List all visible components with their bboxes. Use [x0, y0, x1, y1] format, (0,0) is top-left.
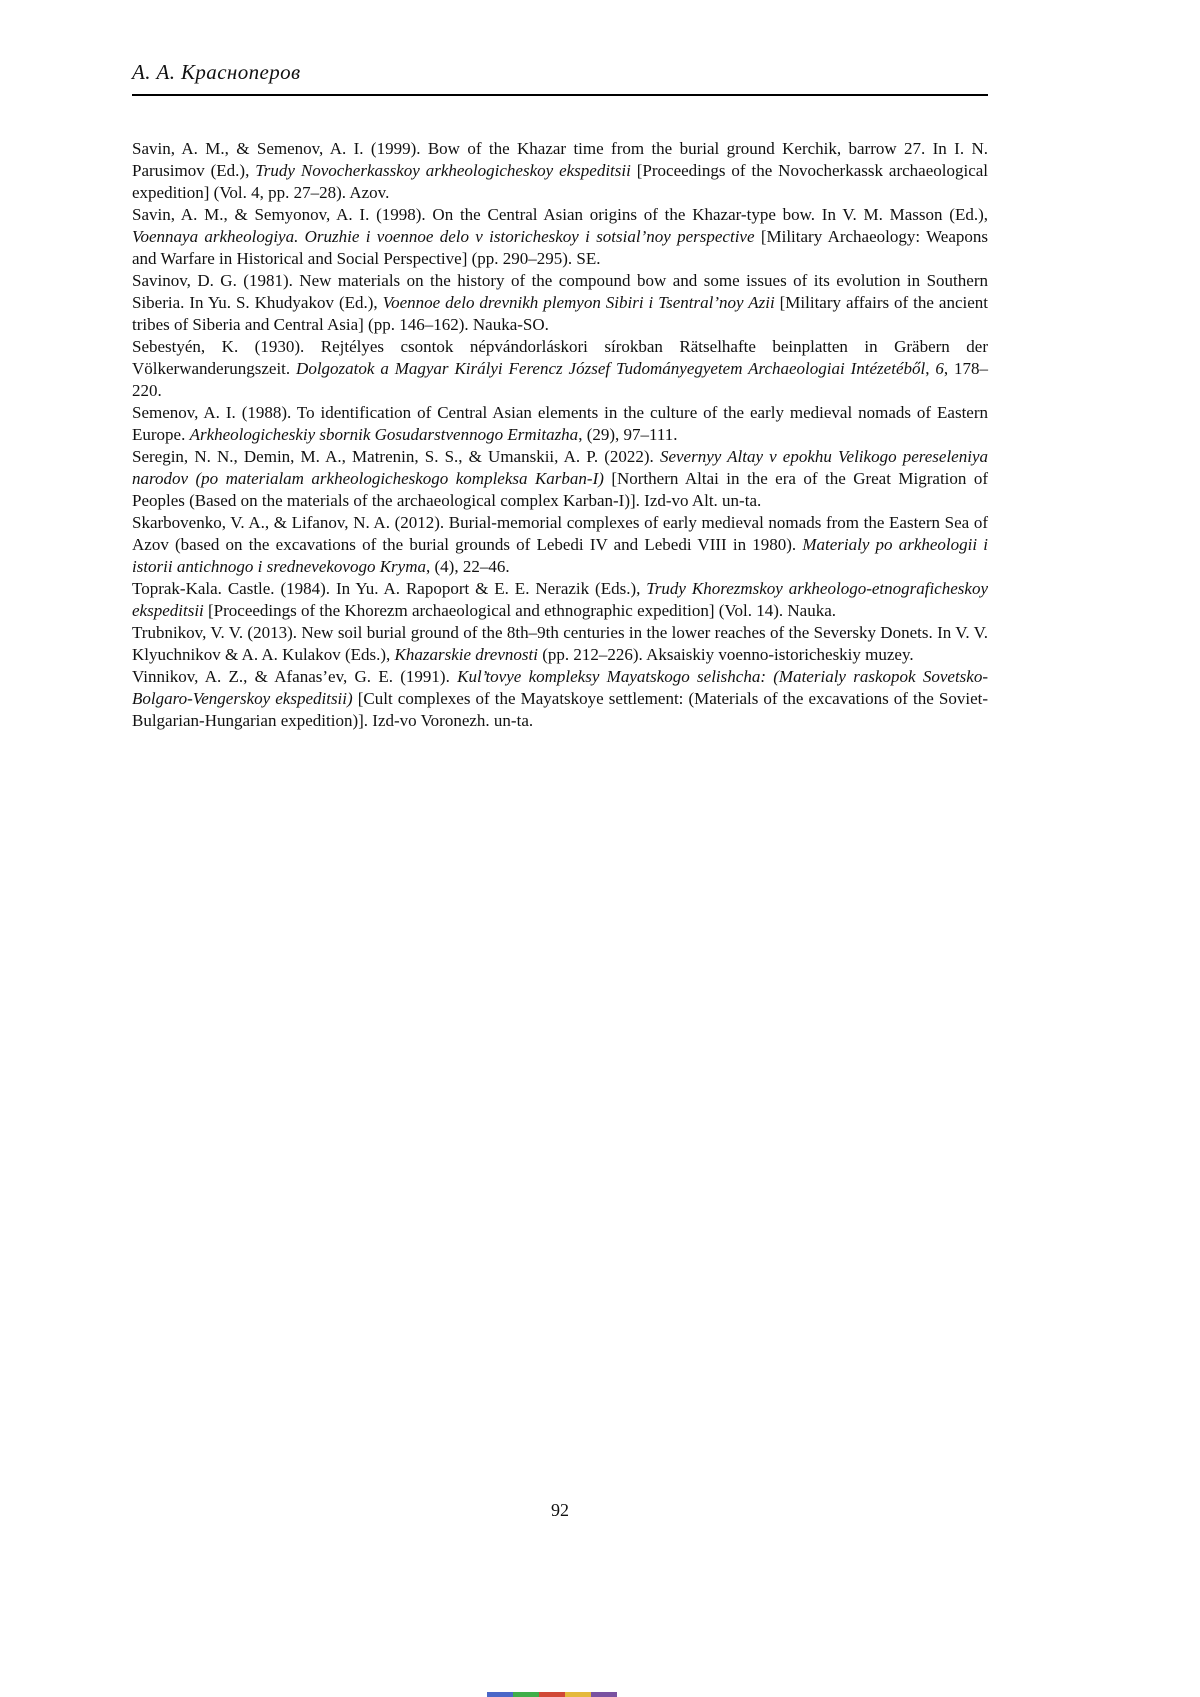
reference-entry [132, 446, 988, 512]
reference-text: [Northern Altai in the era of the Great Migration of Peoples (Based on the materials of the archaeological complex Karban-I)]. Izd-vo Alt. un-ta. [132, 469, 988, 510]
reference-entry [132, 402, 988, 446]
reference-title-italic: Trudy Novocherkasskoy arkheologicheskoy ekspeditsii [255, 161, 631, 180]
running-head-author: А. А. Красноперов [132, 60, 301, 84]
reference-entry [132, 336, 988, 402]
bottom-edge-artifact [487, 1692, 617, 1697]
reference-title-italic: Voennoe delo drevnikh plemyon Sibiri i Tsentral’noy Azii [382, 293, 775, 312]
reference-entry [132, 622, 988, 666]
reference-text: , (4), 22–46. [426, 557, 510, 576]
reference-text: Savinov, D. G. (1981). New materials on the history of the compound bow and some issues of its evolution in Southern Siberia. In Yu. S. Khudyakov (Ed.), [132, 271, 988, 312]
artifact-color-segment [591, 1692, 617, 1697]
reference-title-italic: Severnyy Altay v epokhu Velikogo pereseleniya narodov (po materialam arkheologicheskogo kompleksa Karban-I) [132, 447, 988, 488]
reference-text: Seregin, N. N., Demin, M. A., Matrenin, S. S., & Umanskii, A. P. (2022). [132, 447, 660, 466]
reference-title-italic: Kul’tovye kompleksy Mayatskogo selishcha: (Materialy raskopok Sovetsko-Bolgaro-Vengerskoy ekspeditsii) [132, 667, 988, 708]
reference-title-italic: 6 [935, 359, 944, 378]
reference-title-italic: Dolgozatok a Magyar Királyi Ferencz József Tudományegyetem Archaeologiai Intézetéből [296, 359, 926, 378]
reference-entry [132, 512, 988, 578]
page-number: 92 [551, 1500, 569, 1520]
reference-text: [Military affairs of the ancient tribes of Siberia and Central Asia] (pp. 146–162). Nauka-SO. [132, 293, 989, 334]
reference-entry [132, 666, 988, 732]
reference-entry [132, 204, 988, 270]
reference-text: , 178–220. [132, 359, 989, 400]
reference-title-italic: Trudy Khorezmskoy arkheologo-etnograficheskoy ekspeditsii [132, 579, 988, 620]
reference-title-italic: Arkheologicheskiy sbornik Gosudarstvennogo Ermitazha [189, 425, 579, 444]
reference-title-italic: Materialy po arkheologii i istorii antichnogo i srednevekovogo Kryma [132, 535, 989, 576]
reference-text: Skarbovenko, V. A., & Lifanov, N. A. (2012). Burial-memorial complexes of early medieval nomads from the Eastern Sea of Azov (based on the excavations of the burial grounds of Lebedi IV and Lebedi VIII in 1980). [132, 513, 988, 554]
header-divider [132, 94, 988, 96]
reference-entry [132, 578, 988, 622]
artifact-color-segment [513, 1692, 539, 1697]
reference-text: [Military Archaeology: Weapons and Warfare in Historical and Social Perspective] (pp. 290–295). SE. [132, 227, 988, 268]
reference-text: Trubnikov, V. V. (2013). New soil burial ground of the 8th–9th centuries in the lower reaches of the Seversky Donets. In V. V. Klyuchnikov & A. A. Kulakov (Eds.), [132, 623, 988, 664]
reference-text: , (29), 97–111. [578, 425, 678, 444]
reference-text: Semenov, A. I. (1988). To identification of Central Asian elements in the culture of the early medieval nomads of Eastern Europe. [132, 403, 988, 444]
reference-entry [132, 138, 988, 204]
artifact-color-segment [565, 1692, 591, 1697]
reference-entry [132, 270, 988, 336]
reference-text: Vinnikov, A. Z., & Afanas’ev, G. E. (1991). [132, 667, 458, 686]
references-list [132, 138, 988, 732]
reference-text: Savin, A. M., & Semyonov, A. I. (1998). On the Central Asian origins of the Khazar-type bow. In V. M. Masson (Ed.), [132, 205, 988, 224]
reference-text: [Proceedings of the Novocherkassk archaeological expedition] (Vol. 4, pp. 27–28). Azov. [132, 161, 989, 202]
reference-text: [Cult complexes of the Mayatskoye settlement: (Materials of the excavations of the Soviet-Bulgarian-Hungarian expedition)]. Izd-vo Voronezh. un-ta. [132, 689, 988, 730]
reference-title-italic: Khazarskie drevnosti [394, 645, 538, 664]
artifact-color-segment [487, 1692, 513, 1697]
reference-text: Savin, A. M., & Semenov, A. I. (1999). Bow of the Khazar time from the burial ground Kerchik, barrow 27. In I. N. Parusimov (Ed.), [132, 139, 988, 180]
reference-text: Toprak-Kala. Castle. (1984). In Yu. A. Rapoport & E. E. Nerazik (Eds.), [132, 579, 647, 598]
reference-text: , [925, 359, 936, 378]
page-content [132, 0, 988, 732]
reference-text: (pp. 212–226). Aksaiskiy voenno-istoricheskiy muzey. [537, 645, 914, 664]
reference-text: [Proceedings of the Khorezm archaeological and ethnographic expedition] (Vol. 14). Nauka. [203, 601, 837, 620]
reference-text: Sebestyén, K. (1930). Rejtélyes csontok népvándorláskori sírokban Rätselhafte beinplatten in Gräbern der Völkerwanderungszeit. [132, 337, 988, 378]
artifact-color-segment [539, 1692, 565, 1697]
reference-title-italic: Voennaya arkheologiya. Oruzhie i voennoe delo v istoricheskoy i sotsial’noy perspective [132, 227, 755, 246]
